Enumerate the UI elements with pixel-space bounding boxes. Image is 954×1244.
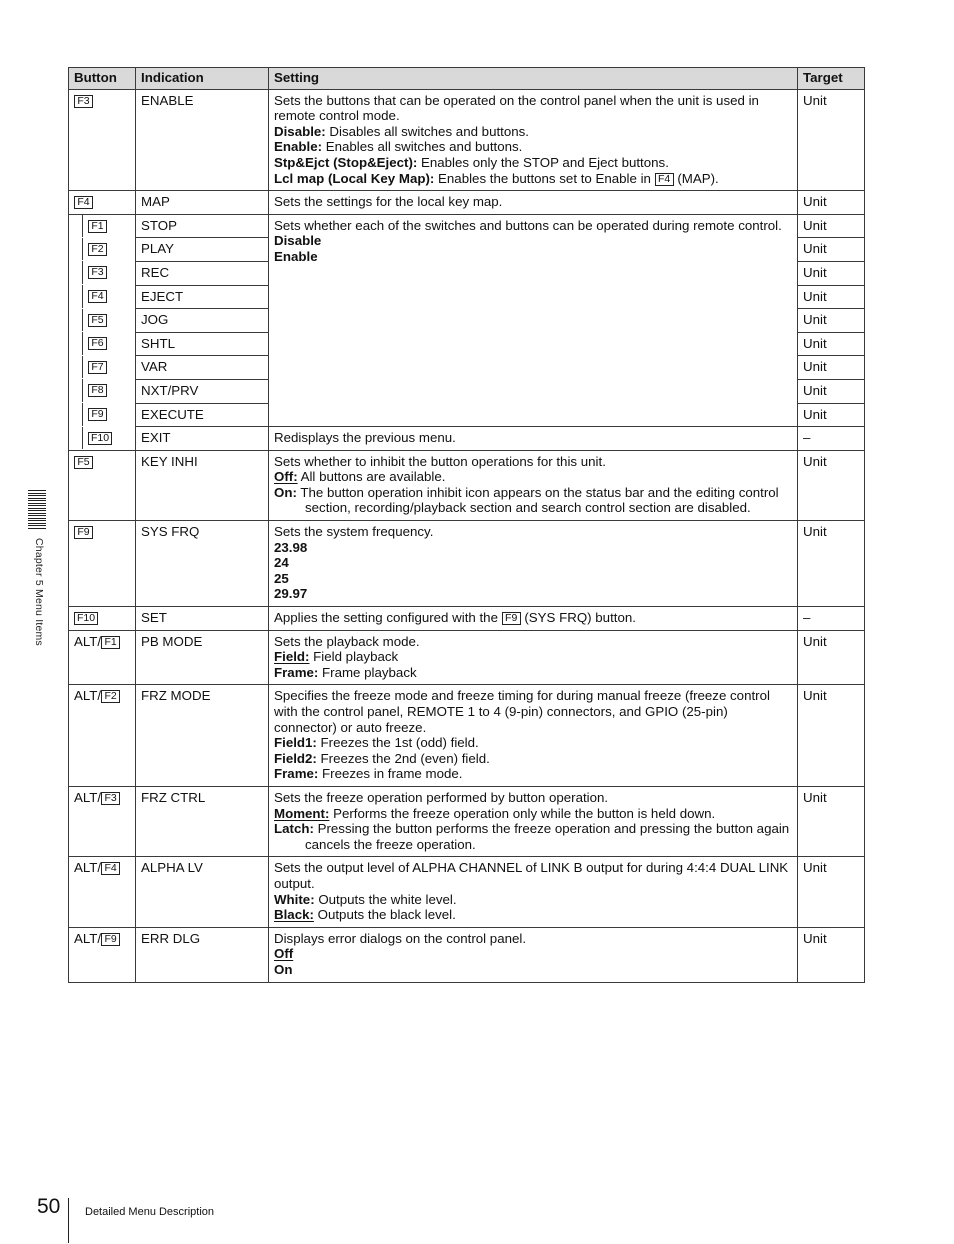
table-row — [69, 607, 865, 631]
setting-term: Frame: — [274, 664, 319, 680]
indication-cell: KEY INHI — [136, 450, 269, 520]
setting-cell — [269, 630, 798, 685]
setting-line — [274, 586, 793, 602]
setting-text: Sets the freeze operation performed by button operation. — [274, 789, 609, 805]
setting-term: Latch: — [274, 821, 314, 837]
target-cell: Unit — [798, 191, 865, 215]
setting-line — [274, 571, 793, 587]
indication-cell: JOG — [136, 309, 269, 333]
button-cell — [69, 607, 136, 631]
chapter-tab-stripe — [28, 503, 46, 504]
indication-cell: PLAY — [136, 238, 269, 262]
target-cell: Unit — [798, 309, 865, 333]
function-key-label: F4 — [101, 862, 120, 875]
indication-cell: EXECUTE — [136, 403, 269, 427]
setting-cell — [269, 89, 798, 191]
setting-text: Sets the output level of ALPHA CHANNEL of LINK B output for during 4:4:4 DUAL LINK output. — [274, 860, 789, 891]
indication-cell: ERR DLG — [136, 927, 269, 982]
column-header-target: Target — [798, 68, 865, 90]
setting-term: 23.98 — [274, 539, 308, 555]
function-key-label: F5 — [88, 314, 107, 327]
button-cell — [69, 379, 136, 403]
target-cell: – — [798, 427, 865, 451]
setting-line — [274, 430, 793, 446]
setting-term: Disable — [274, 233, 322, 249]
button-cell — [69, 238, 136, 262]
setting-text: Performs the freeze operation only while the button is held down. — [329, 805, 716, 821]
setting-text: Sets whether each of the switches and buttons can be operated during remote control. — [274, 217, 782, 233]
setting-term: Field2: — [274, 750, 317, 766]
button-cell — [69, 285, 136, 309]
setting-text: Disables all switches and buttons. — [325, 123, 529, 139]
function-key-label: F5 — [74, 456, 93, 469]
setting-cell — [269, 214, 798, 426]
indication-cell: SET — [136, 607, 269, 631]
function-key-label: F4 — [74, 196, 93, 209]
setting-text: (SYS FRQ) button. — [520, 610, 636, 626]
setting-text: Pressing the button performs the freeze operation and pressing the button again cancels the freeze operation. — [305, 821, 790, 852]
setting-line — [274, 155, 793, 171]
setting-term: Lcl map (Local Key Map): — [274, 170, 435, 186]
sub-item-indent — [82, 403, 131, 426]
setting-cell — [269, 857, 798, 927]
function-key-label: F10 — [74, 612, 98, 625]
function-key-label: F9 — [101, 933, 120, 946]
table-row — [69, 191, 865, 215]
setting-cell — [269, 607, 798, 631]
target-cell: Unit — [798, 285, 865, 309]
button-cell — [69, 927, 136, 982]
indication-cell: EXIT — [136, 427, 269, 451]
chapter-tab-stripe — [28, 508, 46, 509]
target-cell: Unit — [798, 214, 865, 238]
setting-line — [274, 766, 793, 782]
indication-cell: EJECT — [136, 285, 269, 309]
modifier-prefix: ALT/ — [74, 789, 102, 805]
button-cell — [69, 427, 136, 451]
setting-line — [274, 790, 793, 806]
indication-cell: VAR — [136, 356, 269, 380]
setting-text: Sets the playback mode. — [274, 633, 420, 649]
indication-cell: REC — [136, 261, 269, 285]
chapter-tab-stripe — [28, 500, 46, 501]
button-cell — [69, 332, 136, 356]
indication-cell: NXT/PRV — [136, 379, 269, 403]
setting-text: Outputs the white level. — [314, 891, 457, 907]
setting-line — [274, 688, 793, 735]
column-header-setting: Setting — [269, 68, 798, 90]
setting-text: Frame playback — [318, 664, 417, 680]
target-cell: Unit — [798, 857, 865, 927]
button-cell — [69, 786, 136, 856]
sub-item-indent — [82, 332, 131, 355]
function-key-label: F3 — [74, 95, 93, 108]
setting-text: Sets whether to inhibit the button operations for this unit. — [274, 453, 606, 469]
setting-term: Black: — [274, 907, 314, 923]
indication-cell: PB MODE — [136, 630, 269, 685]
table-row — [69, 927, 865, 982]
indication-cell: FRZ MODE — [136, 685, 269, 787]
setting-cell — [269, 450, 798, 520]
button-cell — [69, 89, 136, 191]
target-cell: Unit — [798, 450, 865, 520]
setting-line — [274, 892, 793, 908]
table-row — [69, 521, 865, 607]
setting-text: Sets the settings for the local key map. — [274, 194, 503, 210]
setting-text: Freezes in frame mode. — [318, 766, 463, 782]
setting-text: Sets the buttons that can be operated on the control panel when the unit is used in remote control mode. — [274, 92, 759, 124]
sub-item-indent — [82, 309, 131, 332]
button-cell — [69, 261, 136, 285]
target-cell: Unit — [798, 238, 865, 262]
function-key-label: F3 — [88, 266, 107, 279]
button-cell — [69, 685, 136, 787]
sub-item-indent — [82, 379, 131, 402]
chapter-tab-stripe — [28, 498, 46, 499]
function-key-label: F1 — [101, 636, 120, 649]
setting-line — [274, 249, 793, 265]
setting-text: Sets the system frequency. — [274, 524, 434, 540]
function-key-label: F9 — [502, 612, 521, 625]
setting-line — [274, 735, 793, 751]
table-row — [69, 786, 865, 856]
chapter-tab-stripe — [28, 528, 46, 529]
modifier-prefix: ALT/ — [74, 633, 102, 649]
target-cell: Unit — [798, 630, 865, 685]
setting-line — [274, 139, 793, 155]
setting-term: 24 — [274, 555, 289, 571]
setting-term: Field: — [274, 649, 310, 665]
setting-line — [274, 194, 793, 210]
modifier-prefix: ALT/ — [74, 930, 102, 946]
sub-item-indent — [82, 356, 131, 379]
setting-text: Field playback — [309, 649, 399, 665]
chapter-tab-stripe — [28, 523, 46, 524]
modifier-prefix: ALT/ — [74, 860, 102, 876]
table-row — [69, 450, 865, 520]
setting-text: (MAP). — [673, 170, 719, 186]
setting-line — [274, 124, 793, 140]
target-cell: Unit — [798, 89, 865, 191]
chapter-tab-stripe — [28, 510, 46, 511]
chapter-tab-stripe — [28, 520, 46, 521]
function-key-label: F4 — [655, 173, 674, 186]
chapter-tab-stripe — [28, 515, 46, 516]
setting-line — [274, 751, 793, 767]
indication-cell: SYS FRQ — [136, 521, 269, 607]
function-key-label: F4 — [88, 290, 107, 303]
setting-term: 29.97 — [274, 586, 308, 602]
setting-line — [274, 218, 793, 234]
button-cell — [69, 214, 136, 238]
setting-cell — [269, 191, 798, 215]
sub-item-indent — [82, 427, 131, 450]
sub-item-indent — [82, 285, 131, 308]
column-header-indication: Indication — [136, 68, 269, 90]
setting-line — [274, 821, 793, 852]
setting-term: Field1: — [274, 735, 317, 751]
function-key-label: F6 — [88, 337, 107, 350]
setting-term: On: — [274, 484, 297, 500]
setting-text: The button operation inhibit icon appears on the status bar and the editing control section, recording/playback section and search control section are disabled. — [296, 484, 779, 516]
setting-text: Enables the buttons set to Enable in — [434, 170, 655, 186]
setting-line — [274, 806, 793, 822]
function-key-label: F2 — [101, 690, 120, 703]
indication-cell: FRZ CTRL — [136, 786, 269, 856]
button-cell — [69, 630, 136, 685]
indication-cell: SHTL — [136, 332, 269, 356]
indication-cell: STOP — [136, 214, 269, 238]
setting-line — [274, 962, 793, 978]
setting-cell — [269, 521, 798, 607]
target-cell: Unit — [798, 332, 865, 356]
setting-line — [274, 469, 793, 485]
setting-text: Specifies the freeze mode and freeze timing for during manual freeze (freeze control with the control panel, REMOTE 1 to 4 (9-pin) connectors, and GPIO (25-pin) connector) or auto freeze. — [274, 688, 770, 735]
setting-line — [274, 907, 793, 923]
setting-line — [274, 171, 793, 187]
target-cell: – — [798, 607, 865, 631]
function-key-label: F10 — [88, 432, 112, 445]
footer-divider — [68, 1198, 69, 1243]
setting-cell — [269, 786, 798, 856]
setting-text: Freezes the 1st (odd) field. — [316, 735, 479, 751]
setting-line — [274, 485, 793, 516]
function-key-label: F9 — [74, 526, 93, 539]
setting-text: Outputs the black level. — [313, 907, 456, 923]
setting-line — [274, 931, 793, 947]
button-cell — [69, 521, 136, 607]
function-key-label: F9 — [88, 408, 107, 421]
setting-text: Enables all switches and buttons. — [322, 139, 523, 155]
function-key-label: F1 — [88, 220, 107, 233]
button-cell — [69, 403, 136, 427]
table-row — [69, 857, 865, 927]
target-cell: Unit — [798, 261, 865, 285]
setting-term: Moment: — [274, 805, 330, 821]
setting-line — [274, 634, 793, 650]
modifier-prefix: ALT/ — [74, 688, 102, 704]
function-key-label: F8 — [88, 384, 107, 397]
setting-line — [274, 665, 793, 681]
target-cell: Unit — [798, 685, 865, 787]
chapter-tab-stripe — [28, 495, 46, 496]
setting-text: Applies the setting configured with the — [274, 610, 502, 626]
table-row — [69, 630, 865, 685]
chapter-tab-stripe — [28, 505, 46, 506]
menu-table — [68, 67, 865, 983]
setting-line — [274, 555, 793, 571]
chapter-tab-stripe — [28, 493, 46, 494]
setting-term: Frame: — [274, 766, 319, 782]
function-key-label: F7 — [88, 361, 107, 374]
setting-term: Enable — [274, 248, 318, 264]
setting-term: Disable: — [274, 123, 326, 139]
column-header-button: Button — [69, 68, 136, 90]
setting-term: Enable: — [274, 139, 323, 155]
target-cell: Unit — [798, 786, 865, 856]
chapter-tab-marker — [28, 490, 46, 530]
indication-cell: ALPHA LV — [136, 857, 269, 927]
button-cell — [69, 857, 136, 927]
setting-line — [274, 93, 793, 124]
setting-cell — [269, 685, 798, 787]
button-cell — [69, 450, 136, 520]
target-cell: Unit — [798, 521, 865, 607]
sub-item-indent — [82, 238, 131, 261]
chapter-side-label: Chapter 5 Menu Items — [33, 538, 45, 646]
table-row — [69, 214, 865, 238]
target-cell: Unit — [798, 379, 865, 403]
table-row — [69, 89, 865, 191]
setting-term: Off — [274, 946, 294, 962]
setting-line — [274, 524, 793, 540]
target-cell: Unit — [798, 403, 865, 427]
page-number: 50 — [37, 1195, 61, 1218]
setting-term: On — [274, 961, 293, 977]
setting-text: Displays error dialogs on the control panel. — [274, 930, 527, 946]
table-header-row — [69, 68, 865, 90]
setting-cell — [269, 927, 798, 982]
function-key-label: F2 — [88, 243, 107, 256]
setting-term: Stp&Ejct (Stop&Eject): — [274, 154, 418, 170]
setting-line — [274, 454, 793, 470]
setting-text: Redisplays the previous menu. — [274, 430, 456, 446]
setting-line — [274, 649, 793, 665]
button-cell — [69, 356, 136, 380]
table-row — [69, 685, 865, 787]
chapter-tab-stripe — [28, 513, 46, 514]
setting-cell — [269, 427, 798, 451]
table-row — [69, 427, 865, 451]
function-key-label: F3 — [101, 792, 120, 805]
indication-cell: ENABLE — [136, 89, 269, 191]
indication-cell: MAP — [136, 191, 269, 215]
setting-line — [274, 610, 793, 626]
setting-text: All buttons are available. — [297, 469, 446, 485]
setting-line — [274, 233, 793, 249]
footer-section-title: Detailed Menu Description — [85, 1206, 215, 1218]
setting-term: 25 — [274, 570, 289, 586]
button-cell — [69, 309, 136, 333]
setting-text: Enables only the STOP and Eject buttons. — [417, 154, 669, 170]
target-cell: Unit — [798, 927, 865, 982]
button-cell — [69, 191, 136, 215]
setting-term: White: — [274, 891, 315, 907]
setting-line — [274, 540, 793, 556]
sub-item-indent — [82, 261, 131, 284]
chapter-tab-stripe — [28, 490, 46, 491]
setting-line — [274, 860, 793, 891]
setting-text: Freezes the 2nd (even) field. — [316, 750, 490, 766]
setting-term: Off: — [274, 469, 298, 485]
sub-item-indent — [82, 215, 131, 238]
chapter-tab-stripe — [28, 518, 46, 519]
chapter-tab-stripe — [28, 525, 46, 526]
setting-line — [274, 946, 793, 962]
target-cell: Unit — [798, 356, 865, 380]
